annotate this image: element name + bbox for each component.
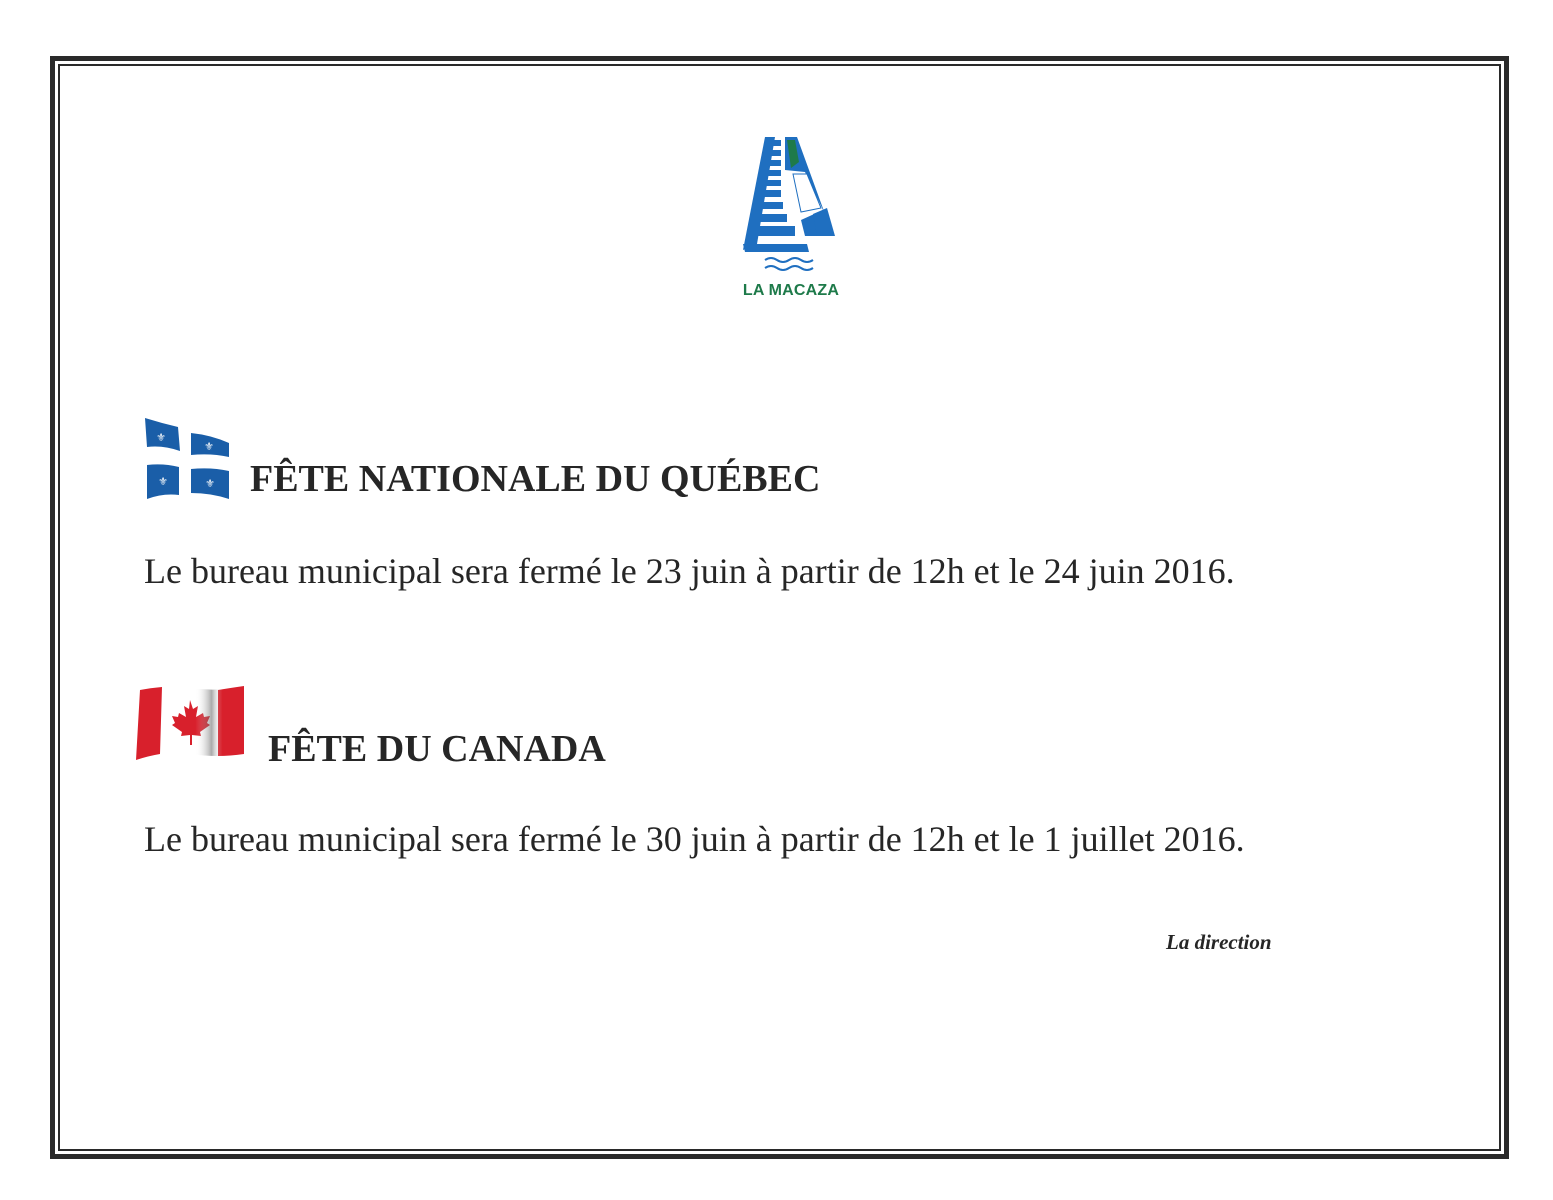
logo-wordmark: LA MACAZA (742, 282, 840, 299)
signature: La direction (1166, 930, 1272, 954)
closure-notice-quebec: Le bureau municipal sera fermé le 23 juin à partir de 12h et le 24 juin 2016. (144, 551, 1235, 591)
svg-text:⚜: ⚜ (204, 441, 214, 453)
quebec-flag-icon (143, 415, 233, 503)
closure-notice-canada: Le bureau municipal sera fermé le 30 juin à partir de 12h et le 1 juillet 2016. (144, 819, 1245, 859)
heading-fete-nationale: FÊTE NATIONALE DU QUÉBEC (250, 458, 821, 500)
svg-text:⚜: ⚜ (156, 432, 166, 444)
canada-flag-icon (134, 682, 246, 764)
svg-text:⚜: ⚜ (205, 478, 215, 490)
municipal-logo (735, 132, 847, 307)
heading-fete-du-canada: FÊTE DU CANADA (268, 728, 606, 770)
svg-text:⚜: ⚜ (158, 476, 168, 488)
la-macaza-logo-icon (735, 132, 847, 272)
